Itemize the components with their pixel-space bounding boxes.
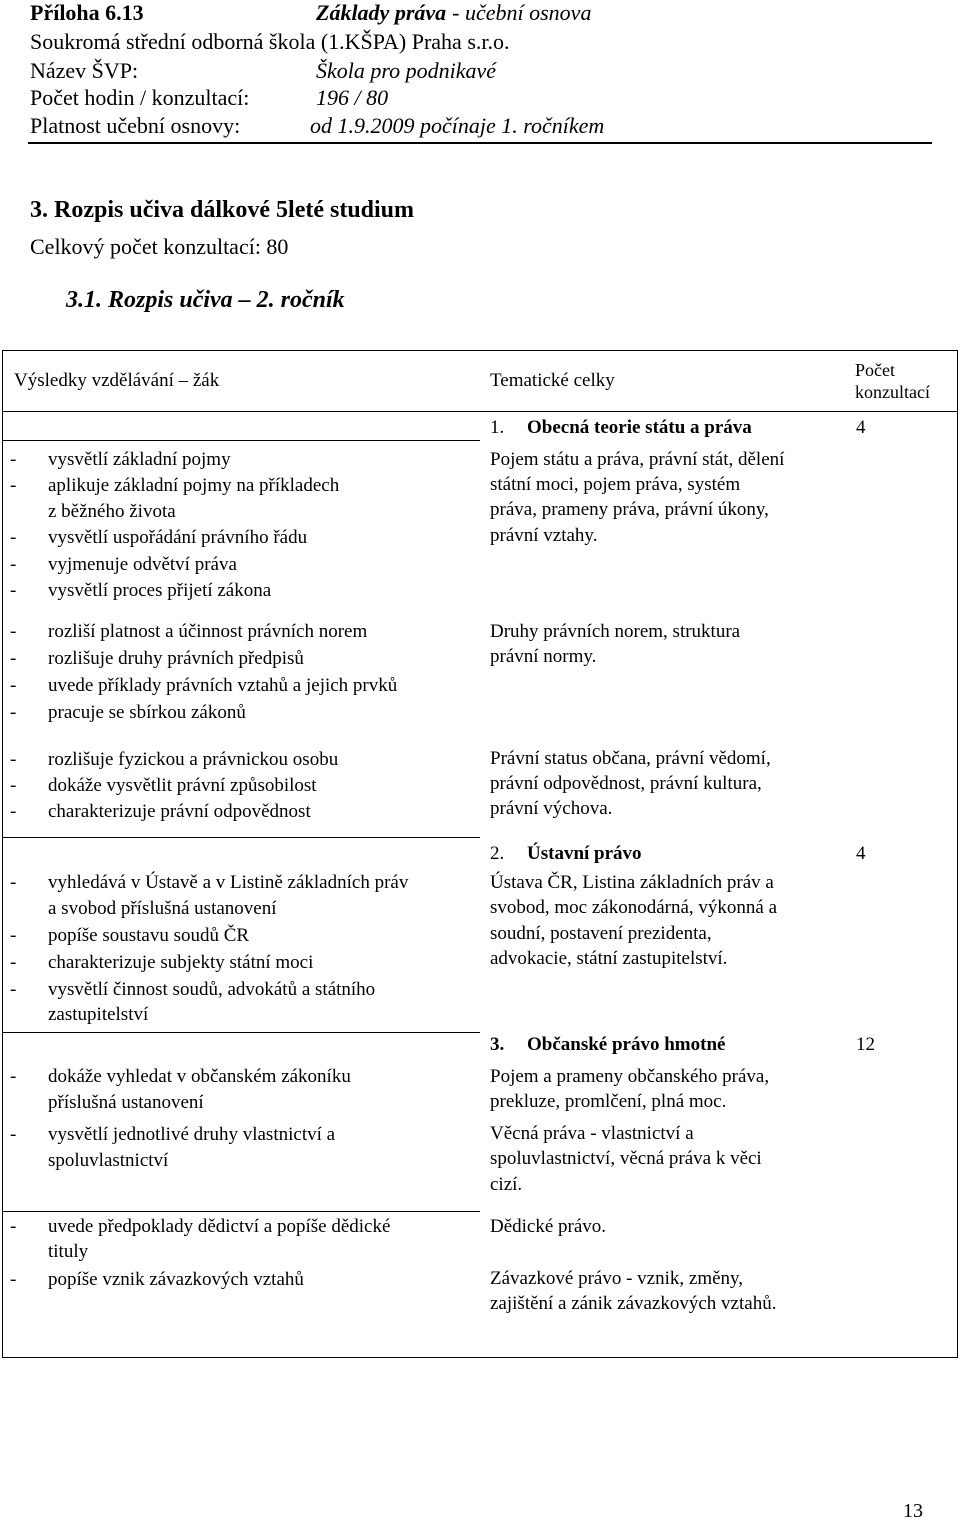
row-divider	[2, 837, 480, 838]
topic-text: Závazkové právo - vznik, změny,	[490, 1268, 744, 1289]
validity-value: od 1.9.2009 počínaje 1. ročníkem	[310, 113, 605, 138]
total-consultations: Celkový počet konzultací: 80	[30, 234, 289, 259]
outcome-item: popíše soustavu soudů ČR	[48, 925, 250, 946]
bullet-marker: -	[10, 801, 17, 822]
table-header-count: konzultací	[855, 382, 930, 402]
row-divider	[2, 1032, 480, 1033]
bullet-marker: -	[10, 952, 17, 973]
outcome-item: rozlišuje druhy právních předpisů	[48, 648, 304, 669]
appendix-label: Příloha 6.13	[30, 0, 144, 25]
topic-text: spoluvlastnictví, věcná práva k věci	[490, 1148, 762, 1169]
outcome-item: vysvětlí činnost soudů, advokátů a státního	[48, 979, 376, 1000]
unit-number: 2.	[490, 843, 505, 864]
topic-text: svobod, moc zákonodárná, výkonná a	[490, 897, 778, 918]
subsection-title: 3.1. Rozpis učiva – 2. ročník	[66, 287, 345, 313]
topic-text: soudní, postavení prezidenta,	[490, 923, 712, 944]
topic-text: prekluze, promlčení, plná moc.	[490, 1091, 727, 1112]
section-title: 3. Rozpis učiva dálkové 5leté studium	[30, 197, 415, 223]
outcome-item: uvede předpoklady dědictví a popíše dědické	[48, 1216, 391, 1237]
topic-text: zajištění a zánik závazkových vztahů.	[490, 1293, 777, 1314]
subject-suffix: - učební osnova	[452, 0, 592, 25]
table-header-outcomes: Výsledky vzdělávání – žák	[14, 370, 220, 391]
unit-title: Ústavní právo	[527, 843, 642, 864]
svp-value: Škola pro podnikavé	[316, 58, 497, 83]
outcome-item: příslušná ustanovení	[48, 1092, 204, 1113]
bullet-marker: -	[10, 475, 17, 496]
unit-title: Občanské právo hmotné	[527, 1034, 726, 1055]
bullet-marker: -	[10, 580, 17, 601]
row-divider	[2, 1211, 480, 1212]
topic-text: Druhy právních norem, struktura	[490, 621, 741, 642]
outcome-item: vyhledává v Ústavě a v Listině základních práv	[48, 872, 409, 893]
hours-value: 196 / 80	[316, 85, 389, 110]
bullet-marker: -	[10, 554, 17, 575]
subject-heading	[316, 0, 591, 26]
row-divider	[2, 411, 958, 412]
outcome-item: a svobod příslušná ustanovení	[48, 898, 277, 919]
school-name: Soukromá střední odborná škola (1.KŠPA) Praha s.r.o.	[30, 29, 510, 54]
page-number: 13	[903, 1500, 923, 1522]
hours-label: Počet hodin / konzultací:	[30, 85, 250, 110]
bullet-marker: -	[10, 775, 17, 796]
outcome-item: popíše vznik závazkových vztahů	[48, 1269, 304, 1290]
topic-text: Pojem a prameny občanského práva,	[490, 1066, 770, 1087]
topic-text: Právní status občana, právní vědomí,	[490, 748, 771, 769]
outcome-item: pracuje se sbírkou zákonů	[48, 702, 246, 723]
topic-text: práva, prameny práva, právní úkony,	[490, 499, 769, 520]
outcome-item: rozliší platnost a účinnost právních norem	[48, 621, 368, 642]
topic-text: Dědické právo.	[490, 1216, 607, 1237]
outcome-item: vysvětlí proces přijetí zákona	[48, 580, 272, 601]
outcome-item: vysvětlí základní pojmy	[48, 449, 231, 470]
outcome-item: uvede příklady právních vztahů a jejich prvků	[48, 675, 398, 696]
unit-count: 12	[856, 1034, 875, 1055]
unit-count: 4	[856, 843, 866, 864]
bullet-marker: -	[10, 675, 17, 696]
bullet-marker: -	[10, 872, 17, 893]
topic-text: Pojem státu a práva, právní stát, dělení	[490, 449, 785, 470]
outcome-item: vysvětlí uspořádání právního řádu	[48, 527, 308, 548]
subject-name: Základy práva	[316, 0, 447, 25]
bullet-marker: -	[10, 1216, 17, 1237]
topic-text: právní vztahy.	[490, 525, 598, 546]
bullet-marker: -	[10, 979, 17, 1000]
row-divider	[2, 440, 480, 441]
topic-text: Ústava ČR, Listina základních práv a	[490, 872, 774, 893]
topic-text: advokacie, státní zastupitelství.	[490, 948, 728, 969]
unit-number: 1.	[490, 417, 505, 438]
outcome-item: dokáže vyhledat v občanském zákoníku	[48, 1066, 351, 1087]
topic-text: cizí.	[490, 1174, 523, 1195]
header-divider	[28, 142, 932, 144]
validity-label: Platnost učební osnovy:	[30, 113, 241, 138]
bullet-marker: -	[10, 449, 17, 470]
bullet-marker: -	[10, 1124, 17, 1145]
bullet-marker: -	[10, 648, 17, 669]
outcome-item: zastupitelství	[48, 1004, 149, 1025]
bullet-marker: -	[10, 702, 17, 723]
unit-title: Obecná teorie státu a práva	[527, 417, 752, 438]
unit-number: 3.	[490, 1034, 505, 1055]
outcome-item: vysvětlí jednotlivé druhy vlastnictví a	[48, 1124, 336, 1145]
bullet-marker: -	[10, 527, 17, 548]
bullet-marker: -	[10, 621, 17, 642]
outcome-item: aplikuje základní pojmy na příkladech	[48, 475, 340, 496]
outcome-item: tituly	[48, 1241, 89, 1262]
table-header-topics: Tematické celky	[490, 370, 615, 391]
topic-text: právní odpovědnost, právní kultura,	[490, 773, 762, 794]
topic-text: právní normy.	[490, 646, 597, 667]
outcome-item: spoluvlastnictví	[48, 1150, 169, 1171]
bullet-marker: -	[10, 925, 17, 946]
svp-label: Název ŠVP:	[30, 58, 139, 83]
topic-text: Věcná práva - vlastnictví a	[490, 1123, 694, 1144]
outcome-item: rozlišuje fyzickou a právnickou osobu	[48, 749, 339, 770]
topic-text: právní výchova.	[490, 798, 613, 819]
table-header-count: Počet	[855, 360, 895, 380]
outcome-item: vyjmenuje odvětví práva	[48, 554, 237, 575]
outcome-item: charakterizuje právní odpovědnost	[48, 801, 311, 822]
bullet-marker: -	[10, 1269, 17, 1290]
bullet-marker: -	[10, 1066, 17, 1087]
topic-text: státní moci, pojem práva, systém	[490, 474, 741, 495]
unit-count: 4	[856, 417, 866, 438]
bullet-marker: -	[10, 749, 17, 770]
outcome-item: dokáže vysvětlit právní způsobilost	[48, 775, 317, 796]
outcome-item: charakterizuje subjekty státní moci	[48, 952, 314, 973]
outcome-item: z běžného života	[48, 501, 176, 522]
